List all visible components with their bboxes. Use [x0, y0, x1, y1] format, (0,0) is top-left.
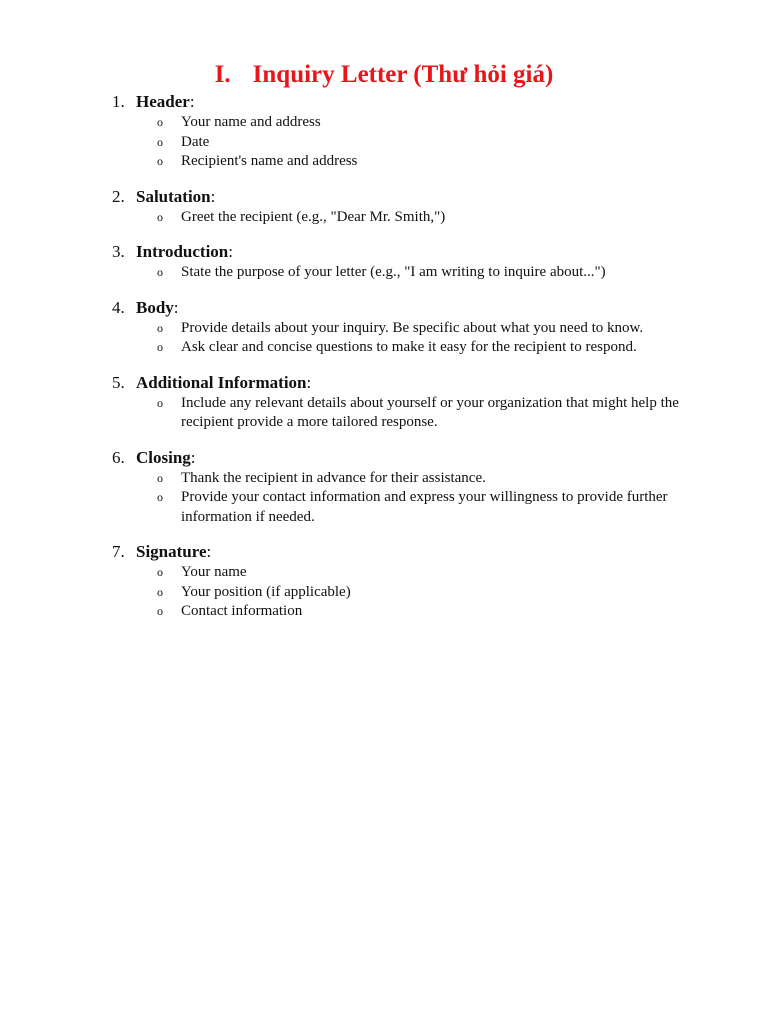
section-label — [136, 185, 215, 208]
section-heading-text: Salutation — [136, 186, 211, 206]
bullet-list — [0, 394, 768, 433]
section-6 — [0, 446, 768, 528]
title-text: Inquiry Letter (Thư hỏi giá) — [252, 60, 554, 88]
list-item-text: Recipient's name and address — [181, 153, 358, 169]
bullet-list — [0, 469, 768, 528]
section-2 — [0, 185, 768, 228]
section-heading-text: Body — [136, 297, 174, 317]
bullet-circle-icon: o — [157, 134, 163, 149]
list-item-text: Date — [181, 133, 210, 150]
section-number: 4. — [112, 297, 125, 317]
list-item-text: Ask clear and concise questions to make it easy for the recipient to respond. — [181, 339, 637, 355]
section-label — [136, 446, 196, 469]
bullet-list — [0, 208, 768, 228]
list-item-text: Your name — [181, 564, 247, 580]
section-heading — [0, 296, 768, 319]
section-heading-colon: : — [206, 542, 212, 561]
section-heading — [0, 446, 768, 469]
list-item — [0, 469, 768, 489]
list-item-text: Thank the recipient in advance for their assistance. — [181, 469, 486, 486]
section-heading — [0, 240, 768, 263]
list-item — [0, 152, 768, 172]
list-item-text: Include any relevant details about yourself or your organization that might help the recipient provide a more tailored response. — [181, 394, 679, 430]
list-item — [0, 488, 768, 527]
bullet-list — [0, 263, 768, 283]
bullet-list — [0, 563, 768, 622]
list-item — [0, 113, 768, 133]
bullet-circle-icon: o — [157, 320, 163, 335]
section-heading-colon: : — [173, 297, 179, 317]
section-heading — [0, 540, 768, 563]
section-heading-colon: : — [228, 242, 233, 261]
section-label — [136, 240, 233, 263]
section-1 — [0, 90, 768, 172]
section-number: 1. — [112, 92, 125, 111]
list-item-text: Your name and address — [181, 114, 321, 130]
list-item — [0, 208, 768, 228]
section-label — [136, 296, 179, 319]
section-4 — [0, 296, 768, 358]
list-item-text: Contact information — [181, 603, 303, 619]
section-number: 2. — [112, 186, 125, 206]
section-number: 6. — [112, 447, 125, 467]
section-7 — [0, 540, 768, 622]
bullet-circle-icon: o — [157, 604, 163, 618]
list-item — [0, 602, 768, 622]
bullet-circle-icon: o — [157, 209, 163, 224]
list-item — [0, 583, 768, 603]
bullet-list — [0, 113, 768, 172]
section-heading-colon: : — [190, 447, 196, 467]
section-heading — [0, 371, 768, 394]
section-label — [136, 540, 211, 563]
list-item — [0, 563, 768, 583]
list-item-text: Greet the recipient (e.g., "Dear Mr. Smith,") — [181, 208, 446, 225]
title-number: I. — [214, 60, 231, 88]
section-label — [136, 371, 311, 394]
list-item-text: Your position (if applicable) — [181, 583, 351, 600]
section-label — [136, 90, 195, 113]
section-list — [0, 90, 768, 635]
bullet-list — [0, 319, 768, 358]
section-heading-colon: : — [189, 92, 195, 111]
section-heading — [0, 90, 768, 113]
section-5 — [0, 371, 768, 433]
list-item — [0, 319, 768, 339]
list-item-text: Provide details about your inquiry. Be specific about what you need to know. — [181, 319, 644, 336]
bullet-circle-icon: o — [157, 565, 163, 579]
page-title — [0, 60, 768, 90]
bullet-circle-icon: o — [157, 584, 163, 599]
list-item — [0, 263, 768, 283]
bullet-circle-icon: o — [157, 395, 163, 410]
list-item — [0, 394, 768, 433]
bullet-circle-icon: o — [157, 115, 163, 129]
section-number: 3. — [112, 242, 125, 261]
bullet-circle-icon: o — [157, 490, 163, 504]
section-3 — [0, 240, 768, 283]
list-item-text: Provide your contact information and express your willingness to provide further information if needed. — [181, 489, 668, 525]
section-heading-text: Introduction — [136, 242, 229, 261]
section-heading-text: Header — [136, 92, 190, 111]
section-number: 7. — [112, 542, 125, 561]
bullet-circle-icon: o — [157, 265, 163, 279]
list-item-text: State the purpose of your letter (e.g., "I am writing to inquire about...") — [181, 264, 606, 280]
section-heading-text: Signature — [136, 542, 207, 561]
section-heading-text: Additional Information — [136, 372, 307, 392]
list-item — [0, 338, 768, 358]
bullet-circle-icon: o — [157, 154, 163, 168]
bullet-circle-icon: o — [157, 340, 163, 354]
section-heading-colon: : — [306, 372, 312, 392]
list-item — [0, 133, 768, 153]
bullet-circle-icon: o — [157, 470, 163, 485]
section-heading-colon: : — [210, 186, 216, 206]
section-number: 5. — [112, 372, 125, 392]
section-heading — [0, 185, 768, 208]
section-heading-text: Closing — [136, 447, 191, 467]
